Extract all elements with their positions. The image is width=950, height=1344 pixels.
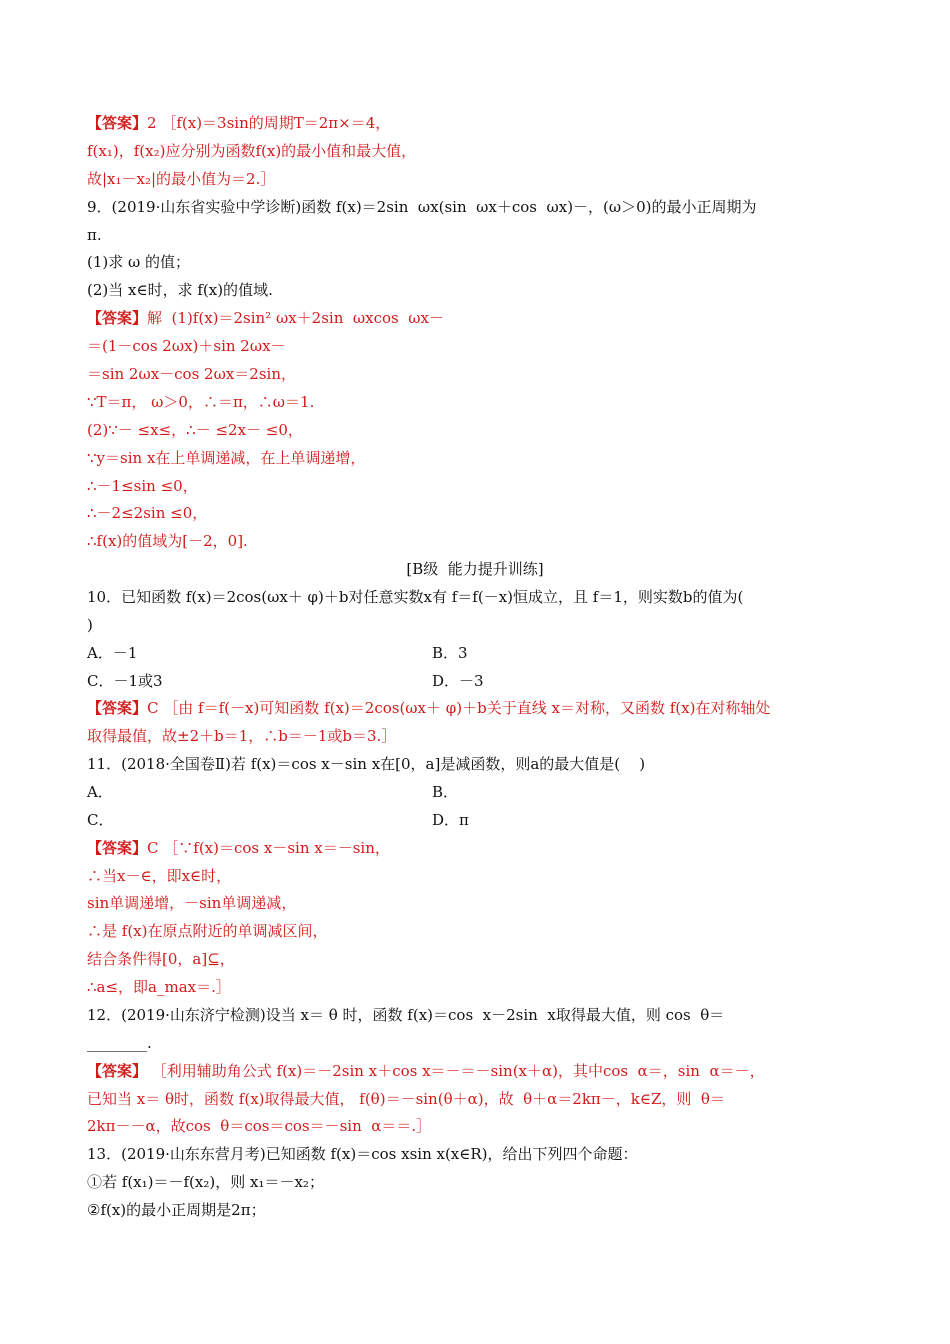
answer-line — [87, 113, 390, 133]
line-text: [B级 能力提升训练] — [406, 560, 544, 578]
line-text: 取得最值，故±2＋b＝1，∴b＝－1或b＝3.］ — [87, 727, 397, 745]
answer-label: 【答案】 — [87, 114, 148, 132]
answer-label: 【答案】 — [87, 839, 148, 857]
answer-line — [87, 838, 390, 858]
choice-option: B．3 — [432, 644, 468, 662]
line-text: ②f(x)的最小正周期是2π； — [87, 1201, 266, 1219]
answer-line — [87, 392, 314, 412]
question-line — [87, 1144, 638, 1164]
answer-line — [87, 1089, 725, 1109]
line-text: f(x₁)，f(x₂)应分别为函数f(x)的最小值和最大值， — [87, 142, 417, 160]
answer-line — [87, 921, 328, 941]
answer-line — [87, 1116, 431, 1136]
line-text: ∴当x－∈，即x∈时， — [87, 867, 232, 885]
line-text: ∴f(x)的值域为[－2，0]. — [87, 532, 248, 550]
line-text: A．－1 — [87, 644, 138, 662]
line-text: ∵T＝π， ω＞0，∴＝π，∴ω＝1. — [87, 393, 315, 411]
line-text: 11．(2018·全国卷Ⅱ)若 f(x)＝cos x－sin x在[0，a]是减函数，则a的最大值是( ) — [87, 755, 646, 773]
answer-line — [87, 169, 275, 189]
line-text: 12．(2019·山东济宁检测)设当 x＝ θ 时，函数 f(x)＝cos x－2sin x取得最大值，则 cos θ＝ — [87, 1006, 725, 1024]
answer-line — [87, 698, 770, 718]
line-text: ∵y＝sin x在上单调递减，在上单调递增， — [87, 449, 366, 467]
line-text: ________. — [87, 1034, 152, 1052]
line-text: ＝(1－cos 2ωx)＋sin 2ωx－ — [87, 337, 286, 355]
answer-line — [87, 448, 365, 468]
answer-line — [87, 420, 303, 440]
answer-line — [87, 503, 207, 523]
line-text: C．－1或3 — [87, 672, 163, 690]
line-text: ∴－1≤sin ≤0， — [87, 477, 198, 495]
answer-line — [87, 977, 231, 997]
answer-line — [87, 336, 286, 356]
line-text: C ［∵f(x)＝cos x－sin x＝－sin， — [147, 839, 390, 857]
question-line — [87, 1005, 724, 1025]
answer-line — [87, 1061, 765, 1081]
answer-line — [87, 141, 416, 161]
question-line — [87, 643, 137, 663]
line-text: 9．(2019·山东省实验中学诊断)函数 f(x)＝2sin ωx(sin ωx＋cos ωx)－，(ω＞0)的最小正周期为 — [87, 198, 757, 216]
line-text: ) — [87, 616, 93, 634]
question-line — [87, 615, 93, 635]
choice-option: D．－3 — [432, 672, 484, 690]
answer-line — [87, 949, 235, 969]
line-text: C ［由 f＝f(－x)可知函数 f(x)＝2cos(ωx＋ φ)＋b关于直线 x＝对称，又函数 f(x)在对称轴处 — [147, 699, 771, 717]
question-line — [87, 782, 113, 802]
line-text: sin单调递增，－sin单调递减， — [87, 894, 297, 912]
line-text: (1)求 ω 的值； — [87, 253, 191, 271]
section-heading — [0, 559, 950, 579]
line-text: ［利用辅助角公式 f(x)＝－2sin x＋cos x＝－＝－sin(x＋α)，其中cos α＝，sin α＝－， — [147, 1062, 765, 1080]
question-line — [87, 1200, 266, 1220]
answer-line — [87, 308, 444, 328]
line-text: ①若 f(x₁)＝－f(x₂)，则 x₁＝－x₂； — [87, 1173, 324, 1191]
line-text: (2)当 x∈时，求 f(x)的值域. — [87, 281, 273, 299]
line-text: 13．(2019·山东东营月考)已知函数 f(x)＝cos xsin x(x∈R)，给出下列四个命题： — [87, 1145, 638, 1163]
line-text: ＝sin 2ωx－cos 2ωx＝2sin， — [87, 365, 296, 383]
answer-label: 【答案】 — [87, 309, 148, 327]
line-text: 结合条件得[0，a]⊆， — [87, 950, 235, 968]
question-line — [87, 1172, 324, 1192]
line-text: 2kπ－－α，故cos θ＝cos＝cos＝－sin α＝＝.］ — [87, 1117, 432, 1135]
answer-line — [87, 476, 198, 496]
answer-label: 【答案】 — [87, 699, 148, 717]
question-line — [87, 280, 273, 300]
line-text: C． — [87, 811, 114, 829]
answer-line — [87, 726, 396, 746]
line-text: ∴是 f(x)在原点附近的单调减区间， — [87, 922, 328, 940]
line-text: 已知当 x＝ θ时，函数 f(x)取得最大值， f(θ)＝－sin(θ＋α)，故 θ＋α＝2kπ－，k∈Z，则 θ＝ — [87, 1090, 725, 1108]
question-line — [87, 754, 645, 774]
line-text: A． — [87, 783, 113, 801]
answer-line — [87, 893, 296, 913]
answer-label: 【答案】 — [87, 1062, 148, 1080]
choice-option: D．π — [432, 811, 469, 829]
question-line — [87, 587, 743, 607]
choice-option: B． — [432, 783, 459, 801]
line-text: 10．已知函数 f(x)＝2cos(ωx＋ φ)＋b对任意实数x有 f＝f(－x)恒成立，且 f＝1，则实数b的值为( — [87, 588, 744, 606]
line-text: ∴a≤，即a_max＝.］ — [87, 978, 231, 996]
line-text: ∴－2≤2sin ≤0， — [87, 504, 208, 522]
question-line — [87, 197, 757, 217]
line-text: 故|x₁－x₂|的最小值为＝2.］ — [87, 170, 276, 188]
question-line — [87, 810, 113, 830]
question-line — [87, 252, 190, 272]
line-text: 2 ［f(x)＝3sin的周期T＝2π×＝4， — [147, 114, 391, 132]
line-text: 解 (1)f(x)＝2sin² ωx＋2sin ωxcos ωx－ — [147, 309, 444, 327]
line-text: (2)∵－ ≤x≤，∴－ ≤2x－ ≤0， — [87, 421, 303, 439]
line-text: π. — [87, 226, 102, 244]
question-line — [87, 1033, 152, 1053]
answer-line — [87, 531, 248, 551]
answer-line — [87, 866, 231, 886]
question-line — [87, 225, 102, 245]
question-line — [87, 671, 163, 691]
answer-line — [87, 364, 296, 384]
